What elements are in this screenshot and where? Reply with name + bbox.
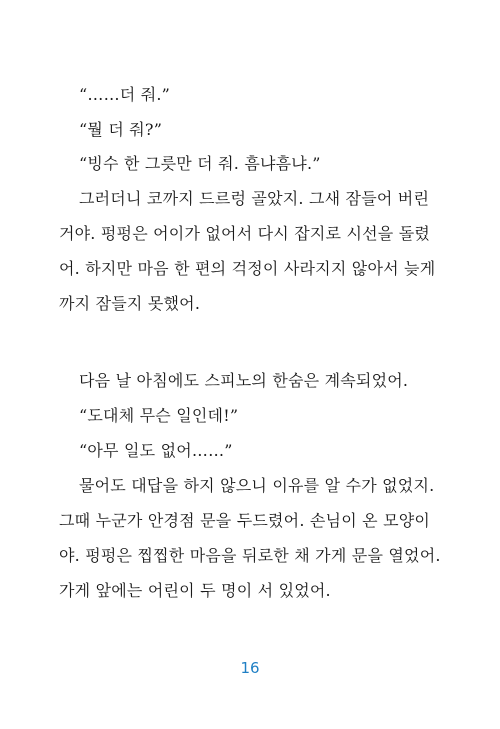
text-line: 물어도 대답을 하지 않으니 이유를 알 수가 없었지. bbox=[79, 476, 435, 495]
text-line: 어. 하지만 마음 한 편의 걱정이 사라지지 않아서 늦게 bbox=[59, 259, 436, 278]
text-line: 야. 펑펑은 찝찝한 마음을 뒤로한 채 가게 문을 열었어. bbox=[59, 546, 441, 565]
text-line: 다음 날 아침에도 스피노의 한숨은 계속되었어. bbox=[79, 371, 409, 390]
text-line: 거야. 펑펑은 어이가 없어서 다시 잡지로 시선을 돌렸 bbox=[59, 224, 431, 243]
text-line: 까지 잠들지 못했어. bbox=[59, 294, 201, 313]
text-line: “아무 일도 없어……” bbox=[79, 441, 233, 460]
text-line: 가게 앞에는 어린이 두 명이 서 있었어. bbox=[59, 581, 331, 600]
text-line: 그때 누군가 안경점 문을 두드렸어. 손님이 온 모양이 bbox=[59, 511, 431, 530]
text-line: “도대체 무슨 일인데!” bbox=[79, 406, 239, 425]
text-line: 그러더니 코까지 드르렁 골았지. 그새 잠들어 버린 bbox=[79, 189, 430, 208]
text-line: “뭘 더 줘?” bbox=[79, 120, 163, 139]
text-line: “빙수 한 그릇만 더 줘. 흠냐흠냐.” bbox=[79, 154, 321, 173]
page-number: 16 bbox=[240, 659, 260, 677]
text-line: “……더 줘.” bbox=[79, 85, 171, 104]
